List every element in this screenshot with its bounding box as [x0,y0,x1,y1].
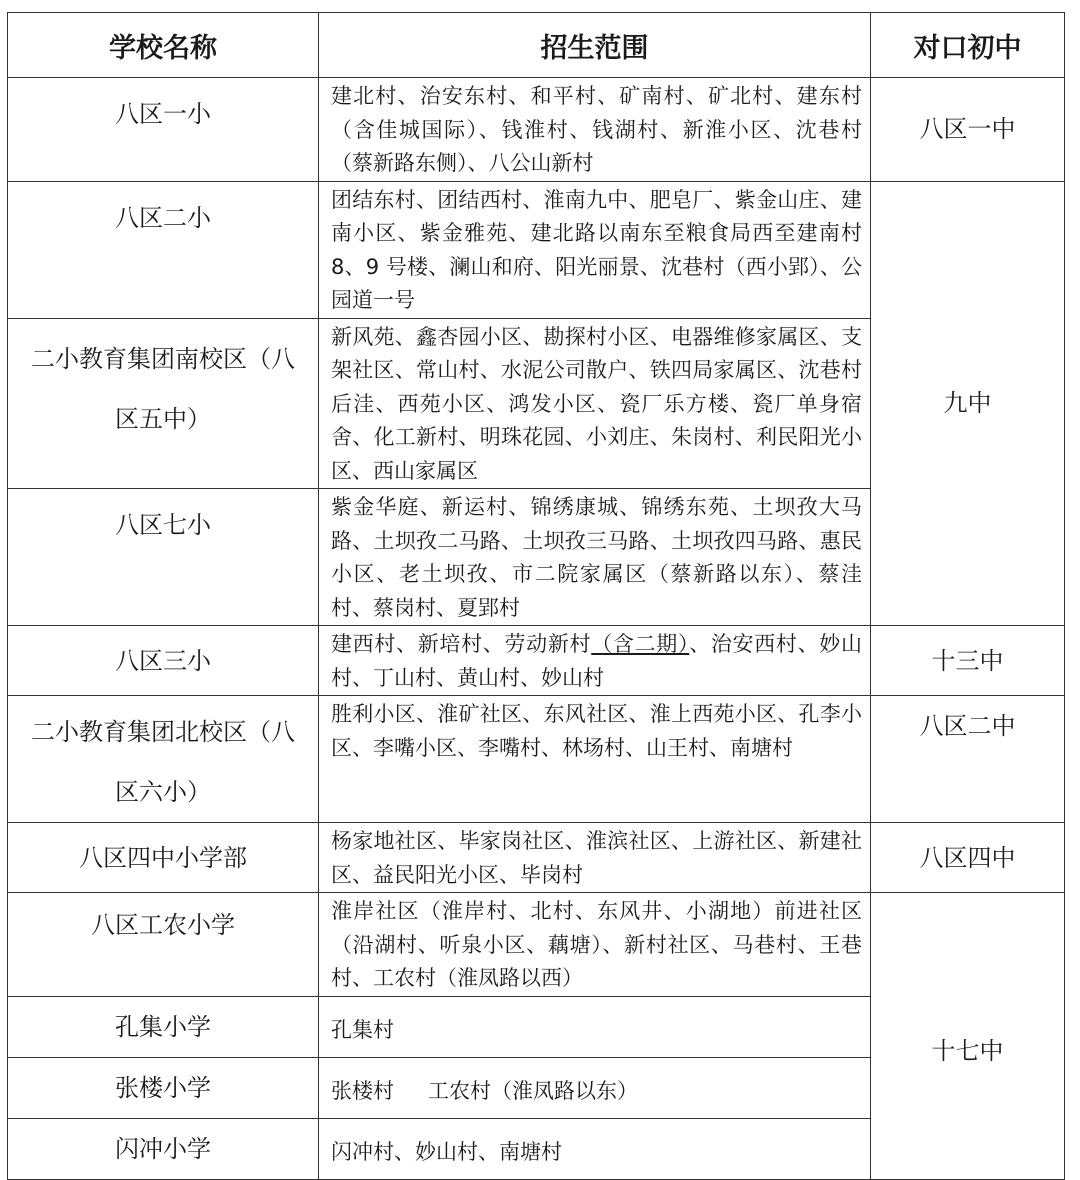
school-name: 八区二小 [8,181,319,318]
middle-school: 八区二中 [871,696,1065,823]
enrollment-table [7,12,1065,1180]
table-row [8,78,1065,182]
school-name: 孔集小学 [8,996,319,1057]
school-name: 八区四中小学部 [8,823,319,893]
enrollment-scope: 紫金华庭、新运村、锦绣康城、锦绣东苑、土坝孜大马路、土坝孜二马路、土坝孜三马路、土坝孜四马路、惠民小区、老土坝孜、市二院家属区（蔡新路以东）、蔡洼村、蔡岗村、夏郢村 [319,489,871,626]
enrollment-scope: 胜利小区、淮矿社区、东风社区、淮上西苑小区、孔李小区、李嘴小区、李嘴村、林场村、山王村、南塘村 [319,696,871,823]
table-row [8,823,1065,893]
enrollment-scope: 杨家地社区、毕家岗社区、淮滨社区、上游社区、新建社区、益民阳光小区、毕岗村 [319,823,871,893]
header-row [8,13,1065,78]
school-name: 二小教育集团北校区（八区六小） [8,696,319,823]
middle-school: 八区一中 [871,78,1065,182]
header-middle: 对口初中 [871,13,1065,78]
middle-school: 十三中 [871,626,1065,696]
enrollment-scope: 张楼村 工农村（淮凤路以东） [319,1057,871,1118]
table-row [8,893,1065,997]
enrollment-scope: 孔集村 [319,996,871,1057]
enrollment-scope: 团结东村、团结西村、淮南九中、肥皂厂、紫金山庄、建南小区、紫金雅苑、建北路以南东至粮食局西至建南村 8、9 号楼、澜山和府、阳光丽景、沈巷村（西小郢）、公园道一号 [319,181,871,318]
school-name: 八区七小 [8,489,319,626]
school-name: 八区工农小学 [8,893,319,997]
middle-school: 十七中 [871,893,1065,1180]
school-name: 八区一小 [8,78,319,182]
school-name: 八区三小 [8,626,319,696]
enrollment-scope: 建西村、新培村、劳动新村（含二期）、治安西村、妙山村、丁山村、黄山村、妙山村 [319,626,871,696]
table-row [8,696,1065,823]
table-row [8,181,1065,318]
enrollment-scope: 闪冲村、妙山村、南塘村 [319,1118,871,1179]
header-school: 学校名称 [8,13,319,78]
enrollment-scope: 建北村、治安东村、和平村、矿南村、矿北村、建东村（含佳城国际）、钱淮村、钱湖村、新淮小区、沈巷村（蔡新路东侧）、八公山新村 [319,78,871,182]
school-name: 闪冲小学 [8,1118,319,1179]
middle-school: 九中 [871,181,1065,626]
middle-school: 八区四中 [871,823,1065,893]
enrollment-scope: 淮岸社区（淮岸村、北村、东风井、小湖地）前进社区（沿湖村、听泉小区、藕塘）、新村社区、马巷村、王巷村、工农村（淮凤路以西） [319,893,871,997]
header-scope: 招生范围 [319,13,871,78]
school-name: 张楼小学 [8,1057,319,1118]
table-row [8,626,1065,696]
school-name: 二小教育集团南校区（八区五中） [8,318,319,489]
enrollment-scope: 新风苑、鑫杏园小区、勘探村小区、电器维修家属区、支架社区、常山村、水泥公司散户、铁四局家属区、沈巷村后洼、西苑小区、鸿发小区、瓷厂乐方楼、瓷厂单身宿舍、化工新村、明珠花园、小刘庄、朱岗村、利民阳光小区、西山家属区 [319,318,871,489]
